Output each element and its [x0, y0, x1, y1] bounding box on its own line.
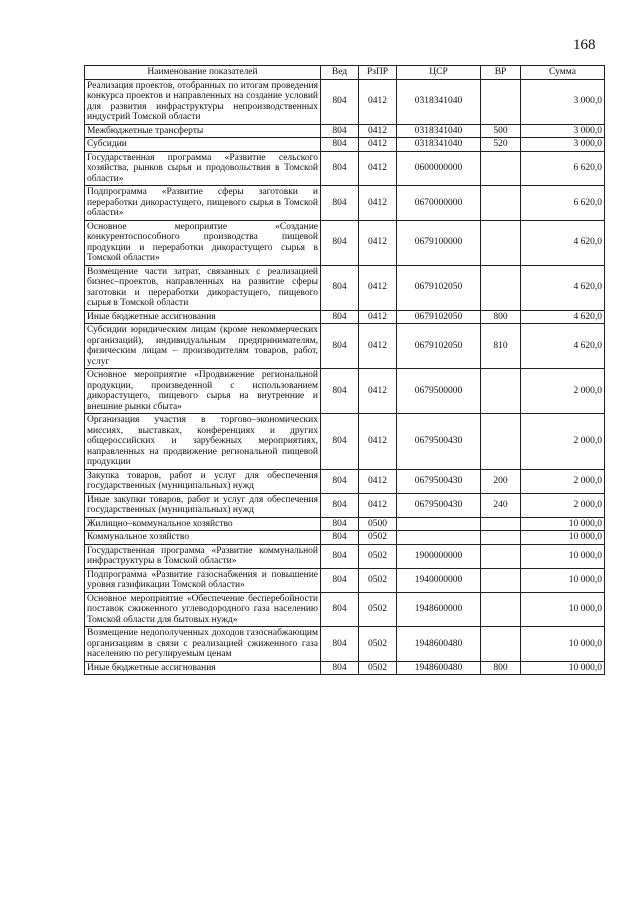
cell-csr: 0679500430 [397, 414, 481, 470]
cell-vr [481, 186, 521, 221]
cell-name: Возмещение недополученных доходов газоснабжающим организациям в связи с реализацией сжиженного газа населению по регулируемым ценам [85, 627, 321, 662]
cell-sum: 10 000,0 [521, 531, 605, 545]
cell-name: Государственная программа «Развитие коммунальной инфраструктуры в Томской области» [85, 544, 321, 568]
cell-ved: 804 [321, 124, 359, 138]
cell-name: Организация участия в торгово–экономических миссиях, выставках, конференциях и других общероссийских и зарубежных мероприятиях, направленных на продвижение региональной пищевой продукции [85, 414, 321, 470]
cell-sum: 2 000,0 [521, 414, 605, 470]
table-body [85, 79, 605, 675]
cell-csr: 0679102050 [397, 265, 481, 310]
cell-rzpr: 0412 [359, 265, 397, 310]
budget-table [84, 65, 605, 675]
cell-rzpr: 0502 [359, 661, 397, 675]
header-vr: ВР [481, 66, 521, 80]
cell-csr: 0670000000 [397, 186, 481, 221]
cell-vr: 810 [481, 324, 521, 369]
cell-sum: 4 620,0 [521, 324, 605, 369]
cell-csr: 1948600480 [397, 627, 481, 662]
header-ved: Вед [321, 66, 359, 80]
header-rzpr: РзПР [359, 66, 397, 80]
cell-ved: 804 [321, 186, 359, 221]
table-row [85, 124, 605, 138]
cell-ved: 804 [321, 220, 359, 265]
cell-ved: 804 [321, 310, 359, 324]
cell-ved: 804 [321, 469, 359, 493]
table-row [85, 627, 605, 662]
cell-vr: 800 [481, 661, 521, 675]
cell-vr [481, 369, 521, 414]
cell-rzpr: 0412 [359, 324, 397, 369]
cell-vr [481, 531, 521, 545]
cell-csr [397, 531, 481, 545]
cell-rzpr: 0502 [359, 592, 397, 627]
table-row [85, 310, 605, 324]
header-sum: Сумма [521, 66, 605, 80]
table-row [85, 369, 605, 414]
cell-name: Основное мероприятие «Создание конкурентоспособного производства пищевой продукции и переработки дикорастущего сырья в Томской области» [85, 220, 321, 265]
table-row [85, 531, 605, 545]
table-header-row [85, 66, 605, 80]
cell-ved: 804 [321, 414, 359, 470]
cell-csr: 0318341040 [397, 138, 481, 152]
cell-rzpr: 0412 [359, 469, 397, 493]
cell-sum: 6 620,0 [521, 186, 605, 221]
cell-ved: 804 [321, 493, 359, 517]
table-row [85, 151, 605, 186]
cell-sum: 2 000,0 [521, 469, 605, 493]
table-row [85, 79, 605, 124]
cell-sum: 2 000,0 [521, 369, 605, 414]
cell-sum: 4 620,0 [521, 220, 605, 265]
cell-rzpr: 0502 [359, 544, 397, 568]
cell-sum: 10 000,0 [521, 517, 605, 531]
cell-name: Субсидии юридическим лицам (кроме некоммерческих организаций), индивидуальным предпринимателям, физическим лицам – производителям товаров, работ, услуг [85, 324, 321, 369]
cell-sum: 4 620,0 [521, 310, 605, 324]
cell-vr [481, 151, 521, 186]
cell-vr [481, 79, 521, 124]
cell-rzpr: 0412 [359, 220, 397, 265]
table-row [85, 265, 605, 310]
cell-vr [481, 568, 521, 592]
cell-vr [481, 592, 521, 627]
cell-rzpr: 0502 [359, 531, 397, 545]
cell-ved: 804 [321, 568, 359, 592]
cell-sum: 3 000,0 [521, 124, 605, 138]
cell-vr: 500 [481, 124, 521, 138]
cell-csr: 1900000000 [397, 544, 481, 568]
cell-ved: 804 [321, 324, 359, 369]
cell-vr: 240 [481, 493, 521, 517]
cell-vr [481, 627, 521, 662]
cell-name: Основное мероприятие «Продвижение региональной продукции, произведенной с использованием дикорастущего, пищевого сырья на внутренние и внешние рынки сбыта» [85, 369, 321, 414]
cell-ved: 804 [321, 79, 359, 124]
cell-rzpr: 0412 [359, 310, 397, 324]
cell-name: Государственная программа «Развитие сельского хозяйства, рынков сырья и продовольствия в Томской области» [85, 151, 321, 186]
cell-name: Иные бюджетные ассигнования [85, 310, 321, 324]
cell-csr: 0679102050 [397, 310, 481, 324]
cell-rzpr: 0412 [359, 493, 397, 517]
cell-sum: 4 620,0 [521, 265, 605, 310]
table-row [85, 661, 605, 675]
cell-ved: 804 [321, 531, 359, 545]
cell-vr [481, 414, 521, 470]
table-row [85, 592, 605, 627]
cell-vr: 800 [481, 310, 521, 324]
cell-name: Подпрограмма «Развитие сферы заготовки и переработки дикорастущего, пищевого сырья в Томской области» [85, 186, 321, 221]
cell-name: Жилищно–коммунальное хозяйство [85, 517, 321, 531]
cell-csr: 0679102050 [397, 324, 481, 369]
table-row [85, 324, 605, 369]
cell-ved: 804 [321, 151, 359, 186]
cell-ved: 804 [321, 138, 359, 152]
cell-sum: 3 000,0 [521, 138, 605, 152]
cell-csr: 0679500430 [397, 493, 481, 517]
cell-csr: 0318341040 [397, 79, 481, 124]
cell-name: Межбюджетные трансферты [85, 124, 321, 138]
cell-ved: 804 [321, 265, 359, 310]
table-row [85, 220, 605, 265]
cell-name: Реализация проектов, отобранных по итогам проведения конкурса проектов и направленных на создание условий для развития инфраструктуры непроизводственных индустрий Томской области [85, 79, 321, 124]
cell-csr: 0318341040 [397, 124, 481, 138]
cell-vr [481, 544, 521, 568]
cell-ved: 804 [321, 592, 359, 627]
cell-vr [481, 265, 521, 310]
page-number: 168 [573, 37, 596, 53]
cell-csr: 1940000000 [397, 568, 481, 592]
table-row [85, 517, 605, 531]
cell-csr: 0600000000 [397, 151, 481, 186]
cell-sum: 10 000,0 [521, 661, 605, 675]
header-name: Наименование показателей [85, 66, 321, 80]
table-row [85, 469, 605, 493]
cell-sum: 2 000,0 [521, 493, 605, 517]
cell-sum: 10 000,0 [521, 627, 605, 662]
table-row [85, 414, 605, 470]
cell-ved: 804 [321, 544, 359, 568]
table-row [85, 186, 605, 221]
cell-vr [481, 220, 521, 265]
cell-sum: 10 000,0 [521, 592, 605, 627]
cell-csr: 0679100000 [397, 220, 481, 265]
cell-rzpr: 0412 [359, 369, 397, 414]
cell-csr: 1948600000 [397, 592, 481, 627]
header-csr: ЦСР [397, 66, 481, 80]
cell-ved: 804 [321, 627, 359, 662]
cell-sum: 10 000,0 [521, 568, 605, 592]
cell-name: Коммунальное хозяйство [85, 531, 321, 545]
cell-name: Возмещение части затрат, связанных с реализацией бизнес–проектов, направленных на развитие сферы заготовки и переработки дикорастущего, пищевого сырья в Томской области [85, 265, 321, 310]
cell-name: Субсидии [85, 138, 321, 152]
cell-name: Закупка товаров, работ и услуг для обеспечения государственных (муниципальных) нужд [85, 469, 321, 493]
cell-rzpr: 0412 [359, 414, 397, 470]
cell-rzpr: 0412 [359, 79, 397, 124]
cell-vr [481, 517, 521, 531]
cell-csr: 0679500430 [397, 469, 481, 493]
cell-rzpr: 0500 [359, 517, 397, 531]
cell-rzpr: 0412 [359, 124, 397, 138]
cell-ved: 804 [321, 517, 359, 531]
cell-rzpr: 0502 [359, 568, 397, 592]
table-row [85, 138, 605, 152]
cell-vr: 200 [481, 469, 521, 493]
cell-rzpr: 0412 [359, 186, 397, 221]
cell-rzpr: 0412 [359, 138, 397, 152]
cell-ved: 804 [321, 369, 359, 414]
cell-sum: 10 000,0 [521, 544, 605, 568]
cell-name: Иные закупки товаров, работ и услуг для обеспечения государственных (муниципальных) нужд [85, 493, 321, 517]
cell-name: Основное мероприятие «Обеспечение бесперебойности поставок сжиженного углеводородного газа населению Томской области для бытовых нужд» [85, 592, 321, 627]
cell-csr: 1948600480 [397, 661, 481, 675]
cell-name: Иные бюджетные ассигнования [85, 661, 321, 675]
cell-sum: 6 620,0 [521, 151, 605, 186]
cell-csr: 0679500000 [397, 369, 481, 414]
cell-csr [397, 517, 481, 531]
table-row [85, 568, 605, 592]
cell-ved: 804 [321, 661, 359, 675]
cell-rzpr: 0412 [359, 151, 397, 186]
cell-name: Подпрограмма «Развитие газоснабжения и повышение уровня газификации Томской области» [85, 568, 321, 592]
cell-vr: 520 [481, 138, 521, 152]
cell-sum: 3 000,0 [521, 79, 605, 124]
cell-rzpr: 0502 [359, 627, 397, 662]
table-row [85, 493, 605, 517]
table-row [85, 544, 605, 568]
